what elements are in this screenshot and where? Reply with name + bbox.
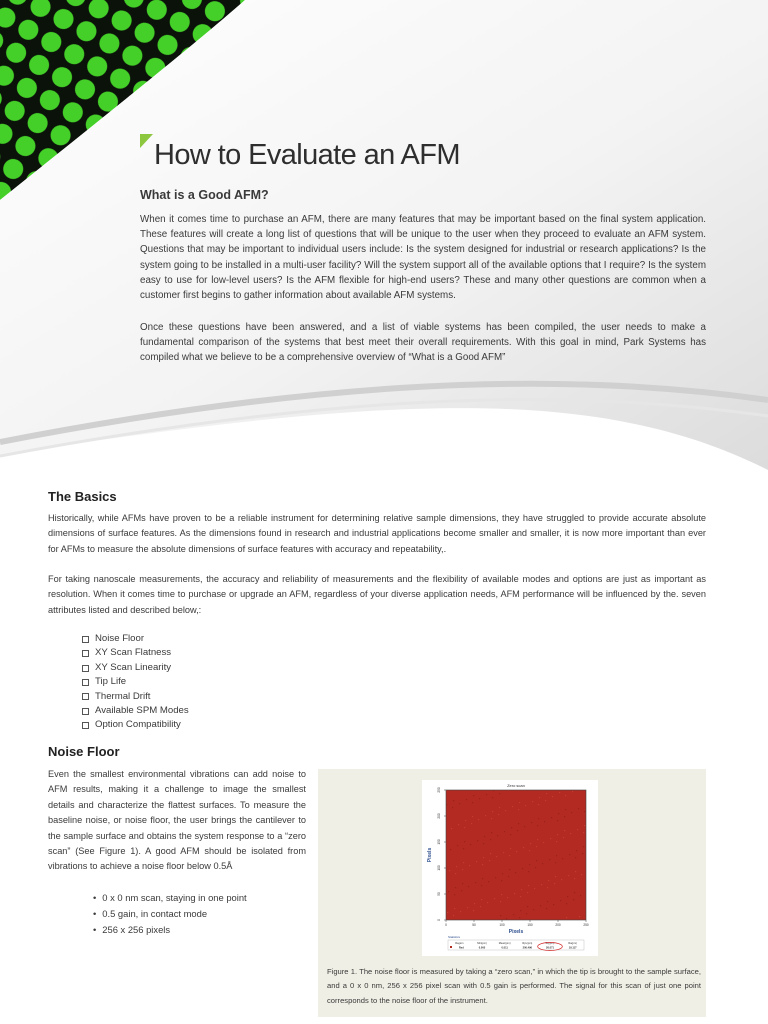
noise-speck (476, 861, 477, 862)
noise-speck (505, 810, 506, 811)
noise-speck (468, 886, 469, 887)
noise-speck (449, 870, 450, 871)
noise-speck (458, 824, 459, 825)
list-item: Noise Floor (82, 632, 189, 646)
noise-speck (463, 848, 464, 849)
noise-speck (568, 875, 569, 876)
noise-speck (510, 848, 511, 849)
noise-speck (574, 892, 575, 893)
noise-speck (546, 793, 547, 794)
attribute-list (82, 632, 189, 733)
noise-speck (547, 887, 548, 888)
stats-header: Rpv(pm) (522, 942, 533, 945)
noise-speck (489, 860, 490, 861)
list-item: • 0 x 0 nm scan, staying in one point (93, 890, 247, 906)
noise-speck (555, 862, 556, 863)
noise-speck (551, 817, 552, 818)
noise-speck (555, 876, 556, 877)
stats-cell: 26.071 (546, 946, 554, 950)
noise-speck (571, 812, 572, 813)
noise-speck (507, 897, 508, 898)
noise-floor-bullets (93, 890, 247, 937)
stats-row-swatch (450, 946, 452, 948)
noise-speck (506, 918, 507, 919)
noise-speck (526, 913, 527, 914)
noise-speck (556, 855, 557, 856)
noise-speck (482, 878, 483, 879)
noise-speck (584, 811, 585, 812)
noise-speck (466, 799, 467, 800)
noise-speck (533, 909, 534, 910)
noise-speck (471, 823, 472, 824)
noise-speck (520, 910, 521, 911)
x-tick-label: 250 (583, 923, 589, 927)
list-item: Available SPM Modes (82, 704, 189, 718)
noise-speck (462, 883, 463, 884)
noise-speck (512, 806, 513, 807)
stats-header: Region (455, 942, 464, 945)
noise-speck (473, 910, 474, 911)
noise-speck (573, 899, 574, 900)
noise-speck (519, 802, 520, 803)
noise-floor-heading: Noise Floor (48, 744, 120, 759)
stats-cell: 19.117 (568, 946, 577, 950)
checkbox-icon (82, 722, 89, 729)
noise-speck (575, 871, 576, 872)
noise-speck (548, 880, 549, 881)
noise-speck (557, 834, 558, 835)
noise-speck (454, 908, 455, 909)
noise-speck (487, 902, 488, 903)
noise-speck (567, 896, 568, 897)
noise-speck (464, 827, 465, 828)
noise-speck (472, 802, 473, 803)
noise-speck (491, 818, 492, 819)
noise-speck (516, 851, 517, 852)
x-tick-label: 150 (527, 923, 533, 927)
noise-speck (480, 906, 481, 907)
noise-speck (530, 843, 531, 844)
x-tick-label: 0 (445, 923, 447, 927)
noise-speck (578, 808, 579, 809)
intro-paragraph-2: Once these questions have been answered, and a list of viable systems has been compiled, the user needs to make a fundamental comparison of the systems that best meet their overall requirements. With this goal in mind, Park Systems has compiled what we believe to be a comprehensive overview of “What is a Good AFM” (140, 322, 706, 364)
x-tick-label: 100 (499, 923, 505, 927)
stats-cell: 0.011 (501, 946, 508, 950)
noise-speck (509, 869, 510, 870)
noise-speck (537, 839, 538, 840)
noise-speck (501, 894, 502, 895)
noise-speck (524, 826, 525, 827)
noise-speck (474, 903, 475, 904)
list-item: • 0.5 gain, in contact mode (93, 906, 247, 922)
noise-speck (465, 820, 466, 821)
noise-speck (451, 828, 452, 829)
noise-speck (514, 893, 515, 894)
noise-speck (572, 791, 573, 792)
y-tick-label: 250 (437, 787, 441, 793)
noise-speck (454, 894, 455, 895)
checkbox-icon (82, 650, 89, 657)
noise-speck (521, 889, 522, 890)
page-title: How to Evaluate an AFM (154, 139, 460, 171)
noise-speck (520, 896, 521, 897)
noise-speck (566, 903, 567, 904)
noise-speck (536, 846, 537, 847)
stats-table (448, 940, 584, 950)
noise-speck (481, 885, 482, 886)
noise-speck (532, 801, 533, 802)
noise-speck (508, 876, 509, 877)
noise-speck (478, 819, 479, 820)
noise-speck (472, 816, 473, 817)
noise-speck (536, 860, 537, 861)
noise-speck (546, 908, 547, 909)
noise-speck (528, 885, 529, 886)
noise-speck (499, 793, 500, 794)
noise-speck (515, 872, 516, 873)
noise-speck (528, 871, 529, 872)
noise-speck (499, 807, 500, 808)
zero-scan-chart (422, 780, 598, 956)
noise-speck (464, 841, 465, 842)
y-tick-label: 100 (437, 865, 441, 871)
x-tick-label: 50 (472, 923, 476, 927)
noise-speck (484, 836, 485, 837)
noise-speck (547, 901, 548, 902)
noise-speck (469, 865, 470, 866)
noise-speck (498, 814, 499, 815)
noise-speck (519, 917, 520, 918)
noise-speck (500, 915, 501, 916)
y-axis-label: Pixels (427, 847, 433, 863)
page-subtitle: What is a Good AFM? (140, 188, 269, 202)
noise-speck (452, 807, 453, 808)
noise-speck (558, 813, 559, 814)
list-item: XY Scan Linearity (82, 661, 189, 675)
noise-speck (492, 811, 493, 812)
noise-speck (563, 837, 564, 838)
noise-speck (582, 853, 583, 854)
noise-speck (559, 792, 560, 793)
basics-paragraph-1: Historically, while AFMs have proven to be a reliable instrument for determining relative sample dimensions, they have struggled to provide accurate absolute dimensions of surface features. As the dimensions found in research and industrial applications become smaller and smaller, it is now more important than ever for AFMs to measure the absolute dimensions of surface features with accuracy and repeatability,. (48, 513, 706, 554)
noise-speck (554, 883, 555, 884)
noise-speck (584, 825, 585, 826)
basics-heading: The Basics (48, 489, 117, 504)
noise-speck (482, 864, 483, 865)
noise-floor-paragraph: Even the smallest environmental vibrations can add noise to AFM results, making it a challenge to image the smallest details and characterize the flattest surfaces. To measure the baseline noise, or noise floor, the user brings the cantilever to the sample surface and obtains the system response to a “zero scan” (See Figure 1). A good AFM should be isolated from vibrations to achieve a noise floor below 0.5Å (48, 769, 306, 872)
noise-speck (450, 849, 451, 850)
noise-speck (566, 917, 567, 918)
noise-speck (488, 881, 489, 882)
figure-1-caption: Figure 1. The noise floor is measured by taking a “zero scan,” in which the tip is brought to the sample surface, and a 0 x 0 nm, 256 x 256 pixel scan with 0.5 gain is performed. The signal for this scan of just one point corresponds to the noise floor of the instrument. (327, 967, 701, 1005)
noise-speck (490, 853, 491, 854)
noise-speck (538, 804, 539, 805)
noise-speck (550, 838, 551, 839)
noise-speck (502, 873, 503, 874)
noise-speck (544, 821, 545, 822)
noise-speck (535, 867, 536, 868)
x-axis-label: Pixels (508, 929, 524, 935)
noise-speck (494, 898, 495, 899)
noise-speck (491, 832, 492, 833)
title-accent-mark (140, 134, 153, 148)
noise-speck (527, 906, 528, 907)
basics-paragraph-2: For taking nanoscale measurements, the accuracy and reliability of measurements and the flexibility of available modes and options are just as important as resolution. When it comes time to purchase or upgrade an AFM, regardless of your diverse application needs, AFM performance will be influenced by the. seven attributes listed and described below,: (48, 574, 706, 615)
noise-speck (455, 887, 456, 888)
y-tick-label: 0 (437, 919, 441, 921)
stats-header: Min(pm) (477, 942, 487, 945)
noise-speck (462, 869, 463, 870)
noise-speck (497, 835, 498, 836)
noise-speck (562, 858, 563, 859)
stats-header: Mean(pm) (498, 942, 511, 945)
list-item: Option Compatibility (82, 718, 189, 732)
noise-speck (495, 877, 496, 878)
noise-speck (525, 805, 526, 806)
noise-speck (542, 863, 543, 864)
noise-speck (518, 809, 519, 810)
y-tick-label: 50 (437, 892, 441, 896)
noise-speck (570, 833, 571, 834)
noise-speck (481, 899, 482, 900)
noise-speck (576, 850, 577, 851)
noise-speck (565, 795, 566, 796)
noise-speck (537, 825, 538, 826)
x-tick-label: 200 (555, 923, 561, 927)
stats-label: Statistics (448, 935, 461, 939)
noise-speck (457, 845, 458, 846)
noise-speck (513, 914, 514, 915)
stats-header: Rq(pm) (545, 942, 555, 945)
list-item: XY Scan Flatness (82, 646, 189, 660)
noise-speck (561, 879, 562, 880)
stats-header: Ra(pm) (568, 942, 577, 945)
noise-speck (577, 829, 578, 830)
y-tick-label: 200 (437, 813, 441, 819)
noise-speck (448, 891, 449, 892)
noise-speck (477, 840, 478, 841)
noise-speck (545, 800, 546, 801)
noise-speck (510, 834, 511, 835)
noise-speck (460, 911, 461, 912)
noise-speck (447, 912, 448, 913)
checkbox-icon (82, 636, 89, 643)
noise-speck (501, 880, 502, 881)
noise-speck (467, 907, 468, 908)
noise-speck (583, 832, 584, 833)
noise-speck (456, 866, 457, 867)
noise-speck (552, 796, 553, 797)
noise-speck (509, 855, 510, 856)
list-item: Tip Life (82, 675, 189, 689)
noise-speck (511, 827, 512, 828)
y-tick-label: 150 (437, 839, 441, 845)
noise-speck (531, 822, 532, 823)
stats-cell: 0.000 (478, 946, 486, 950)
noise-speck (475, 882, 476, 883)
noise-speck (560, 900, 561, 901)
noise-speck (557, 820, 558, 821)
noise-speck (527, 892, 528, 893)
noise-speck (523, 847, 524, 848)
list-item: • 256 x 256 pixels (93, 922, 247, 938)
noise-speck (470, 844, 471, 845)
noise-speck (486, 794, 487, 795)
noise-speck (549, 859, 550, 860)
noise-speck (483, 857, 484, 858)
intro-paragraph-1: When it comes time to purchase an AFM, there are many features that may be important based on the final system application. These features will create a long list of questions that will be unique to the user when they proceed to evaluate an AFM system. Questions that may be important to individual users include: Is the system designed for industrial or research applications? Is the system going to be installed in a multi-user facility? Will the system support all of the available options that I require? Is the system easy to use for low-level users? Is the AFM flexible for high-end users? These and many other questions are common when a customer first begins to gather information about available AFM systems. (140, 214, 706, 302)
noise-speck (553, 904, 554, 905)
noise-speck (564, 830, 565, 831)
noise-speck (569, 854, 570, 855)
checkbox-icon (82, 679, 89, 686)
noise-speck (496, 856, 497, 857)
noise-speck (539, 797, 540, 798)
checkbox-icon (82, 665, 89, 672)
noise-speck (522, 868, 523, 869)
noise-speck (492, 797, 493, 798)
stats-cell: 200.496 (522, 946, 533, 950)
noise-speck (565, 809, 566, 810)
noise-speck (453, 915, 454, 916)
noise-speck (564, 816, 565, 817)
noise-speck (580, 895, 581, 896)
noise-speck (483, 843, 484, 844)
noise-speck (500, 901, 501, 902)
noise-speck (453, 800, 454, 801)
noise-speck (581, 874, 582, 875)
stats-cell: Red (458, 946, 464, 950)
noise-speck (540, 905, 541, 906)
noise-speck (579, 916, 580, 917)
noise-speck (538, 818, 539, 819)
noise-speck (541, 884, 542, 885)
checkbox-icon (82, 693, 89, 700)
noise-speck (583, 846, 584, 847)
noise-speck (529, 850, 530, 851)
list-item: Thermal Drift (82, 690, 189, 704)
noise-speck (556, 841, 557, 842)
chart-title: Zero scan (507, 783, 525, 788)
noise-speck (517, 830, 518, 831)
noise-speck (503, 852, 504, 853)
noise-speck (473, 795, 474, 796)
noise-speck (463, 862, 464, 863)
noise-speck (529, 864, 530, 865)
noise-speck (574, 878, 575, 879)
noise-speck (459, 803, 460, 804)
noise-speck (490, 839, 491, 840)
noise-speck (504, 831, 505, 832)
noise-speck (461, 890, 462, 891)
noise-speck (479, 798, 480, 799)
noise-speck (534, 888, 535, 889)
checkbox-icon (82, 708, 89, 715)
noise-speck (485, 815, 486, 816)
noise-speck (543, 842, 544, 843)
noise-speck (575, 857, 576, 858)
noise-speck (455, 873, 456, 874)
noise-speck (518, 823, 519, 824)
